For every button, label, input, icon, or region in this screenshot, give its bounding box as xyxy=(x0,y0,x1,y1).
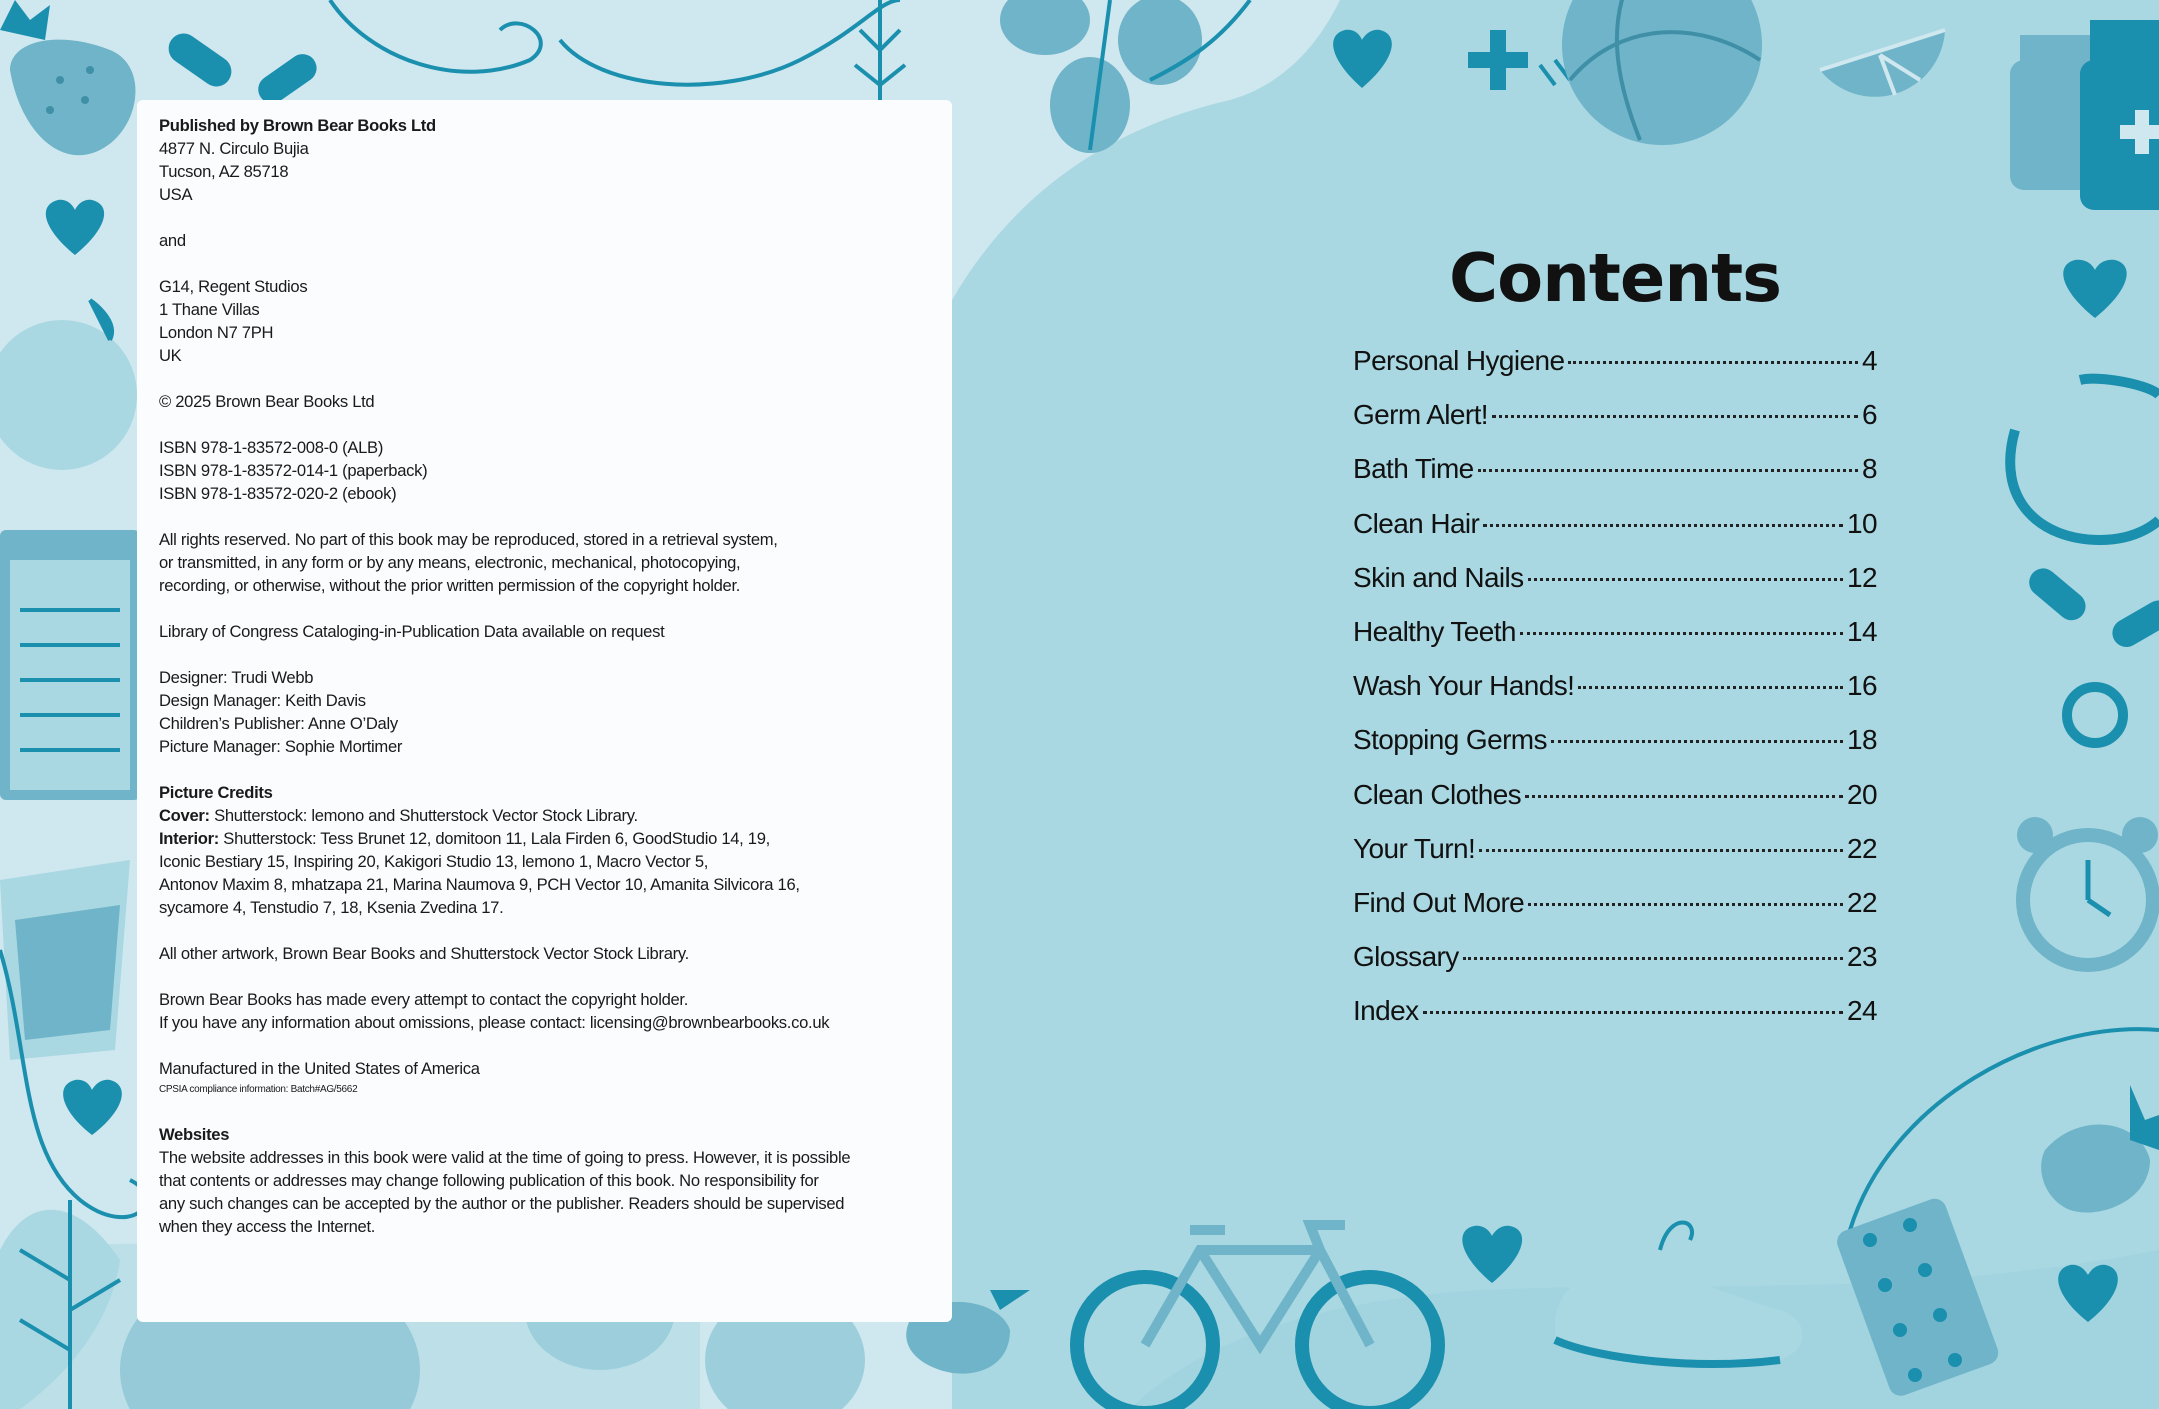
interior-line: Antonov Maxim 8, mhatzapa 21, Marina Naumova 9, PCH Vector 10, Amanita Silvicora 16, xyxy=(159,875,800,894)
toc-entry-label: Index xyxy=(1353,995,1419,1027)
toc-entry-label: Personal Hygiene xyxy=(1353,345,1565,376)
cover-text: Shutterstock: lemono and Shutterstock Vector Stock Library. xyxy=(209,806,638,825)
interior-line: sycamore 4, Tenstudio 7, 18, Ksenia Zvedina 17. xyxy=(159,898,504,917)
address-line: Tucson, AZ 85718 xyxy=(159,162,289,181)
toc-entry-label: Find Out More xyxy=(1353,886,1525,918)
toc-entry[interactable] xyxy=(1353,508,1877,562)
websites-line: when they access the Internet. xyxy=(159,1217,376,1236)
other-artwork: All other artwork, Brown Bear Books and Shutterstock Vector Stock Library. xyxy=(159,944,689,963)
toc-dot-leader xyxy=(1463,957,1843,960)
picture-credits xyxy=(159,781,932,919)
toc-dot-leader xyxy=(1568,361,1858,364)
interior-credit xyxy=(159,827,932,850)
isbn-line: ISBN 978-1-83572-008-0 (ALB) xyxy=(159,438,384,457)
rights-statement xyxy=(159,528,932,597)
toc-dot-leader xyxy=(1528,578,1843,581)
toc-dot-leader xyxy=(1520,632,1843,635)
toc-entry-label: Bath Time xyxy=(1353,453,1474,485)
toc-entry-label: Stopping Germs xyxy=(1353,724,1547,756)
address-line: London N7 7PH xyxy=(159,323,274,342)
toc-entry[interactable] xyxy=(1353,616,1877,670)
manufacturing-block xyxy=(159,1057,932,1100)
address-line: USA xyxy=(159,185,193,204)
address-line: G14, Regent Studios xyxy=(159,277,308,296)
toc-dot-leader xyxy=(1578,686,1843,689)
clipboard-icon xyxy=(0,530,140,800)
toc-dot-leader xyxy=(1479,849,1843,852)
toc-entry[interactable] xyxy=(1353,399,1877,453)
toc-entry[interactable] xyxy=(1353,833,1877,887)
toc-entry-label: Germ Alert! xyxy=(1353,399,1488,431)
toc-entry-page: 10 xyxy=(1847,507,1877,539)
interior-text: Shutterstock: Tess Brunet 12, domitoon 11, Lala Firden 6, GoodStudio 14, 19, xyxy=(219,829,770,848)
address-line: UK xyxy=(159,346,182,365)
toc-entry-label: Wash Your Hands! xyxy=(1353,670,1575,702)
toc-dot-leader xyxy=(1483,524,1843,527)
toc-entry-page: 14 xyxy=(1847,615,1877,647)
toc-entry-label: Skin and Nails xyxy=(1353,561,1524,593)
contact-line: If you have any information about omissions, please contact: licensing@brownbearbooks.co.uk xyxy=(159,1013,830,1032)
toc-entry-page: 18 xyxy=(1847,724,1877,756)
cpsia-line: CPSIA compliance information: Batch#AG/5662 xyxy=(159,1084,358,1095)
publisher-name: Published by Brown Bear Books Ltd xyxy=(159,116,436,135)
websites-block xyxy=(159,1123,932,1238)
websites-heading: Websites xyxy=(159,1125,230,1144)
rights-line: or transmitted, in any form or by any means, electronic, mechanical, photocopying, xyxy=(159,553,741,572)
toc-entry-page: 8 xyxy=(1862,453,1877,485)
table-of-contents xyxy=(1353,345,1877,1049)
interior-label: Interior: xyxy=(159,829,219,848)
toc-entry[interactable] xyxy=(1353,724,1877,778)
contact-line: Brown Bear Books has made every attempt to contact the copyright holder. xyxy=(159,990,689,1009)
cover-credit xyxy=(159,804,932,827)
toc-entry-label: Your Turn! xyxy=(1353,832,1476,864)
credits-heading: Picture Credits xyxy=(159,783,273,802)
staff-line: Design Manager: Keith Davis xyxy=(159,691,366,710)
address-line: 4877 N. Circulo Bujia xyxy=(159,139,309,158)
toc-entry[interactable] xyxy=(1353,941,1877,995)
toc-entry[interactable] xyxy=(1353,779,1877,833)
cover-label: Cover: xyxy=(159,806,210,825)
toc-entry-page: 6 xyxy=(1862,399,1877,431)
toc-entry-page: 4 xyxy=(1862,345,1877,376)
toc-entry-label: Glossary xyxy=(1353,941,1459,973)
contents-title: Contents xyxy=(1449,239,1781,317)
toc-entry-label: Clean Hair xyxy=(1353,507,1480,539)
staff-line: Picture Manager: Sophie Mortimer xyxy=(159,737,403,756)
toc-entry[interactable] xyxy=(1353,995,1877,1049)
toc-dot-leader xyxy=(1525,795,1843,798)
toc-entry-page: 12 xyxy=(1847,561,1877,593)
staff-line: Designer: Trudi Webb xyxy=(159,668,314,687)
copyright-notice: © 2025 Brown Bear Books Ltd xyxy=(159,392,375,411)
toc-entry-page: 20 xyxy=(1847,778,1877,810)
toc-entry-page: 16 xyxy=(1847,670,1877,702)
manufactured-line: Manufactured in the United States of America xyxy=(159,1059,480,1078)
toc-entry[interactable] xyxy=(1353,887,1877,941)
websites-line: The website addresses in this book were valid at the time of going to press. However, it is possible xyxy=(159,1148,851,1167)
address-line: 1 Thane Villas xyxy=(159,300,260,319)
toc-dot-leader xyxy=(1492,415,1858,418)
toc-entry-page: 22 xyxy=(1847,886,1877,918)
staff-line: Children’s Publisher: Anne O’Daly xyxy=(159,714,398,733)
websites-line: any such changes can be accepted by the author or the publisher. Readers should be supervised xyxy=(159,1194,845,1213)
toc-entry[interactable] xyxy=(1353,670,1877,724)
isbn-block xyxy=(159,436,932,505)
toc-dot-leader xyxy=(1551,740,1843,743)
toc-entry-page: 22 xyxy=(1847,832,1877,864)
toc-dot-leader xyxy=(1528,903,1843,906)
cip-statement: Library of Congress Cataloging-in-Publication Data available on request xyxy=(159,622,665,641)
toc-entry-page: 24 xyxy=(1847,995,1877,1027)
rights-line: recording, or otherwise, without the prior written permission of the copyright holder. xyxy=(159,576,741,595)
alarm-clock-icon xyxy=(2016,817,2159,972)
toc-entry-label: Clean Clothes xyxy=(1353,778,1522,810)
toc-entry-page: 23 xyxy=(1847,941,1877,973)
interior-line: Iconic Bestiary 15, Inspiring 20, Kakigori Studio 13, lemono 1, Macro Vector 5, xyxy=(159,852,709,871)
websites-line: that contents or addresses may change following publication of this book. No responsibility for xyxy=(159,1171,819,1190)
toc-entry[interactable] xyxy=(1353,562,1877,616)
toc-dot-leader xyxy=(1478,469,1858,472)
toc-entry[interactable] xyxy=(1353,345,1877,399)
pill-bottle-icon xyxy=(2010,20,2159,210)
toc-dot-leader xyxy=(1423,1011,1844,1014)
rights-line: All rights reserved. No part of this book may be reproduced, stored in a retrieval system, xyxy=(159,530,778,549)
isbn-line: ISBN 978-1-83572-014-1 (paperback) xyxy=(159,461,428,480)
publisher-block xyxy=(159,114,932,206)
toc-entry[interactable] xyxy=(1353,453,1877,507)
and-text: and xyxy=(159,231,186,250)
contact-block xyxy=(159,988,932,1034)
uk-address-block xyxy=(159,275,932,367)
staff-block xyxy=(159,666,932,758)
toc-entry-label: Healthy Teeth xyxy=(1353,615,1516,647)
isbn-line: ISBN 978-1-83572-020-2 (ebook) xyxy=(159,484,397,503)
imprint-panel xyxy=(137,100,952,1322)
